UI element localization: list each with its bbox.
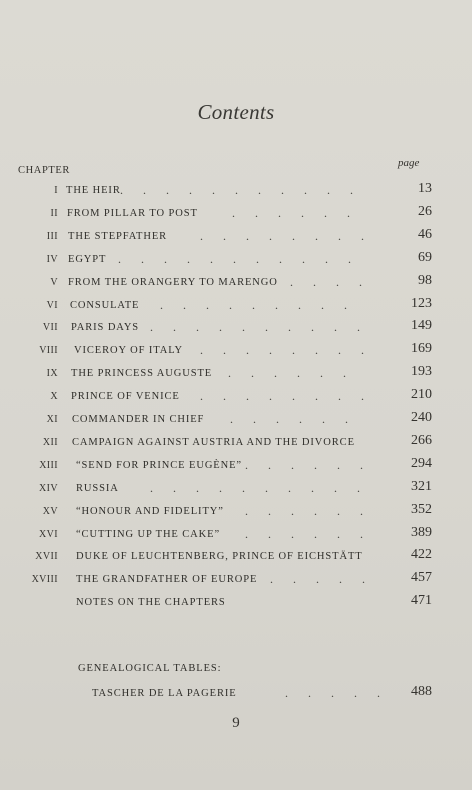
toc-entry [0,250,472,272]
chapter-title: COMMANDER IN CHIEF [72,414,205,425]
dot-leader: ........ [200,229,384,243]
dot-leader: ...... [245,504,383,518]
chapter-number: XVIII [31,574,58,585]
toc-entry [0,479,472,501]
toc-entry [0,273,472,295]
toc-entry [0,410,472,432]
dot-leader: ...... [230,412,368,426]
chapter-title: FROM PILLAR TO POST [67,208,198,219]
toc-entry [0,318,472,340]
toc-entry [0,341,472,363]
chapter-number: VII [42,322,58,333]
page-number-ref: 169 [411,341,432,356]
page-number-ref: 294 [411,456,432,471]
dot-leader: ........... [120,183,373,197]
page-number-ref: 422 [411,547,432,562]
chapter-title: “SEND FOR PRINCE EUGÈNE” [76,460,242,471]
page-number-ref: 457 [411,570,432,585]
page-number-ref: 13 [418,181,432,196]
page-number-ref: 46 [418,227,432,242]
page-number-ref: 389 [411,525,432,540]
dot-leader: ........ [200,389,384,403]
toc-entry [0,593,472,615]
toc-entry [0,456,472,478]
page-number-ref: 321 [411,479,432,494]
page-number-ref: 488 [411,684,432,699]
chapter-title: THE HEIR [66,185,121,196]
chapter-number: VI [46,300,58,311]
chapter-title: NOTES ON THE CHAPTERS [76,597,226,608]
page-number-ref: 471 [411,593,432,608]
dot-leader: .......... [150,481,380,495]
page-number-ref: 123 [411,296,432,311]
toc-entry [0,433,472,455]
toc-entry [0,364,472,386]
page-number-ref: 69 [418,250,432,265]
chapter-number: XI [46,414,58,425]
dot-leader: ..... [285,686,400,700]
page-number-ref: 210 [411,387,432,402]
chapter-title: THE PRINCESS AUGUSTE [71,368,213,379]
dot-leader: ........... [118,252,371,266]
chapter-number: I [54,185,58,196]
toc-entry [0,547,472,569]
chapter-title: RUSSIA [76,483,119,494]
chapter-number: XVI [39,529,58,540]
page-number-ref: 352 [411,502,432,517]
chapter-number: XV [42,506,58,517]
table-entry [0,684,472,706]
chapter-number: VIII [39,345,58,356]
chapter-number: IV [46,254,58,265]
chapter-number: XIII [39,460,58,471]
toc-entry [0,387,472,409]
page-number-ref: 149 [411,318,432,333]
chapter-title: THE STEPFATHER [68,231,168,242]
chapter-number: V [50,277,58,288]
page-column-label: page [398,157,420,169]
dot-leader: ......... [160,298,367,312]
dot-leader: .......... [150,320,380,334]
contents-title: Contents [197,100,275,124]
page-number-ref: 193 [411,364,432,379]
table-title: TASCHER DE LA PAGERIE [92,688,237,699]
page-number-ref: 266 [411,433,432,448]
chapter-title: “HONOUR AND FIDELITY” [76,506,224,517]
chapter-number: XIV [39,483,58,494]
chapter-title: PARIS DAYS [71,322,140,333]
page-number-ref: 98 [418,273,432,288]
toc-entry [0,502,472,524]
toc-entry [0,227,472,249]
toc-entry [0,296,472,318]
dot-leader: ...... [245,458,383,472]
dot-leader: ...... [245,527,383,541]
chapter-title: PRINCE OF VENICE [71,391,180,402]
chapter-title: “CUTTING UP THE CAKE” [76,529,221,540]
chapter-number: IX [46,368,58,379]
page-number-ref: 26 [418,204,432,219]
chapter-title: VICEROY OF ITALY [74,345,183,356]
chapter-number: III [46,231,58,242]
toc-entry [0,525,472,547]
chapter-title: THE GRANDFATHER OF EUROPE [76,574,258,585]
chapter-title: EGYPT [68,254,107,265]
page-number: 9 [232,715,240,731]
chapter-number: XII [42,437,58,448]
chapter-number: X [50,391,58,402]
chapter-number: II [50,208,58,219]
toc-entry [0,204,472,226]
chapter-title: CAMPAIGN AGAINST AUSTRIA AND THE DIVORCE [72,437,355,448]
toc-entry [0,570,472,592]
dot-leader: ..... [270,572,385,586]
dot-leader: ........ [200,343,384,357]
genealogical-tables-label: GENEALOGICAL TABLES: [78,663,222,674]
chapter-title: CONSULATE [70,300,140,311]
chapter-title: DUKE OF LEUCHTENBERG, PRINCE OF EICHSTÄTT [76,551,363,562]
chapter-number: XVII [35,551,58,562]
dot-leader: .... [290,275,382,289]
chapter-column-label: CHAPTER [18,165,71,176]
chapter-title: FROM THE ORANGERY TO MARENGO [68,277,278,288]
dot-leader: ...... [232,206,370,220]
page-number-ref: 240 [411,410,432,425]
toc-entry [0,181,472,203]
dot-leader: ...... [228,366,366,380]
